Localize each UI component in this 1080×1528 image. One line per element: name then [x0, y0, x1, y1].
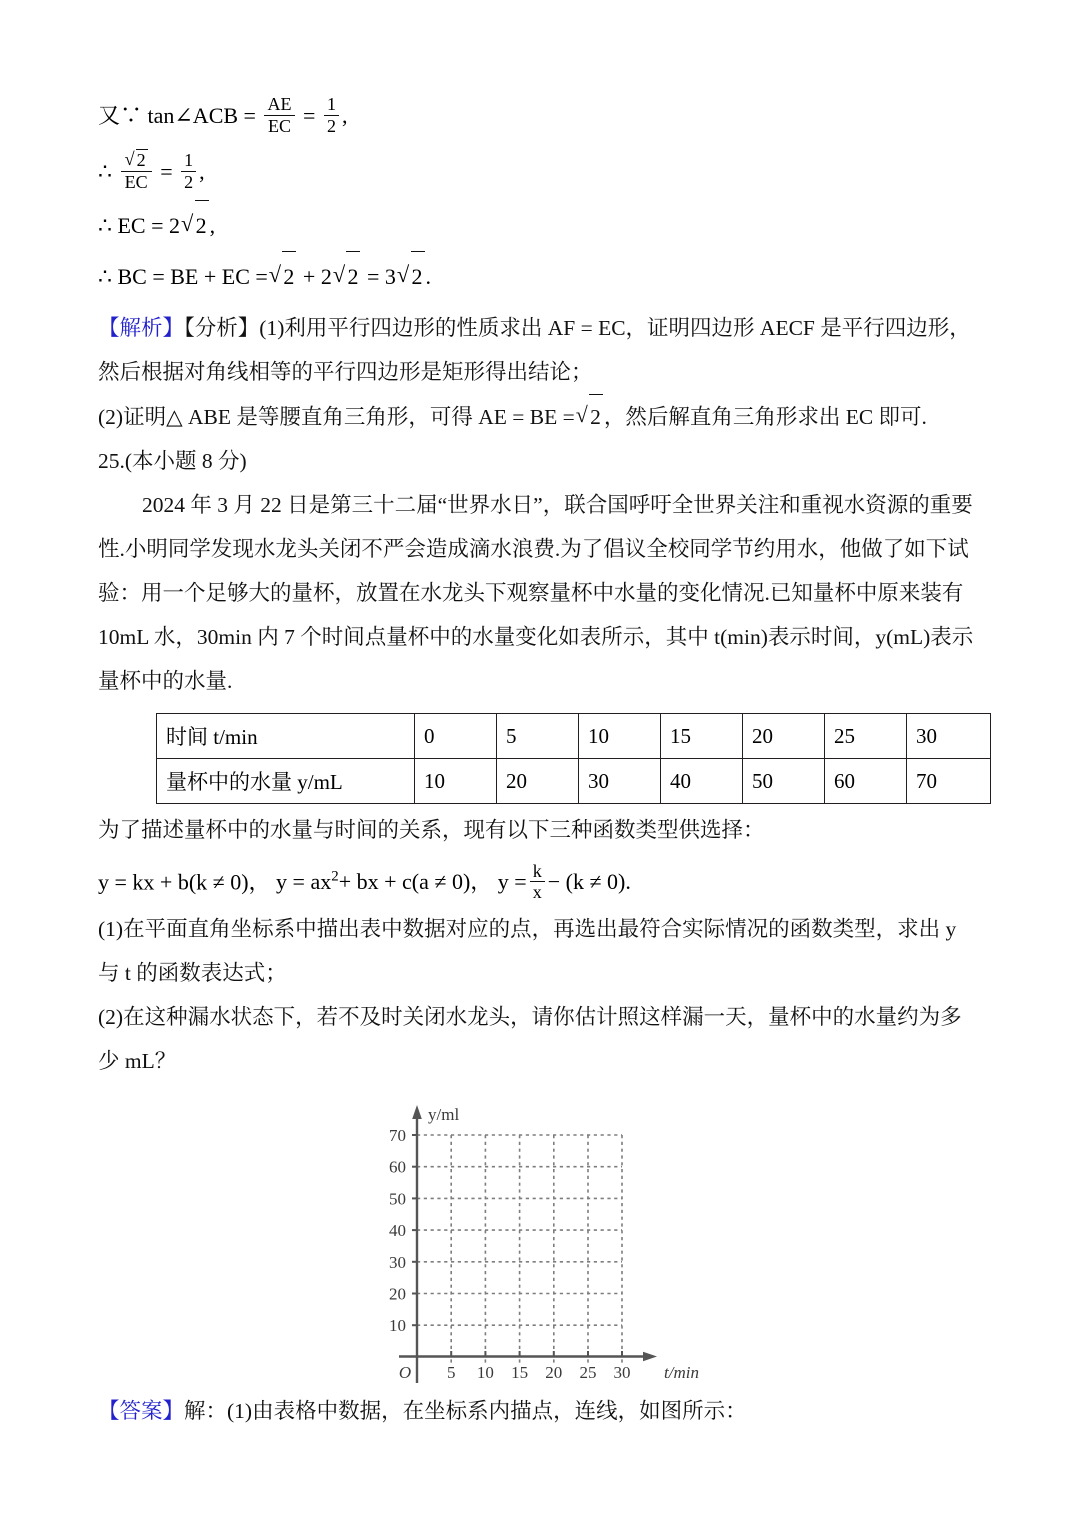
cell-time-5: 25 [825, 714, 907, 759]
y-tick-label-10: 10 [389, 1316, 406, 1336]
cell-water-1: 20 [497, 759, 579, 804]
origin-label: O [398, 1363, 412, 1383]
formula-quadratic: $y = ax^2+$ bx + c(a ≠ 0)， [276, 869, 493, 895]
row-header-time: 时间 t/min [157, 714, 415, 759]
sqrt-icon: √ 2 [576, 394, 603, 439]
sqrt-icon: √ 2 [397, 251, 425, 302]
x-tick-label-20: 20 [545, 1363, 563, 1383]
y-axis-label: y/ml [428, 1105, 460, 1125]
cell-water-5: 60 [825, 759, 907, 804]
fraction-k-over-x [530, 861, 545, 902]
analysis-tag: 【解析】 [98, 316, 185, 340]
question-sub1: (1)在平面直角坐标系中描出表中数据对应的点，再选出最符合实际情况的函数类型，求出 y 与 t 的函数表达式； [98, 917, 957, 986]
fraction-sqrt2-over-ec [121, 149, 152, 191]
therefore-symbol: ∴ [98, 159, 112, 184]
page-content [98, 88, 982, 1433]
sqrt-icon: √ 2 [181, 200, 209, 251]
cell-water-2: 30 [579, 759, 661, 804]
proof-line-1 [98, 88, 982, 144]
x-tick-label-5: 5 [446, 1363, 456, 1383]
x-axis-arrowhead [643, 1352, 657, 1362]
analysis-part1: (1)利用平行四边形的性质求出 AF = EC，证明四边形 AECF 是平行四边形，然后根据对角线相等的平行四边形是矩形得出结论； [98, 316, 971, 384]
cell-time-1: 5 [497, 714, 579, 759]
proof-line-4-end: = 3 [366, 264, 396, 289]
answer-text: 解：(1)由表格中数据，在坐标系内描点，连线，如图所示： [184, 1399, 747, 1424]
proof-line-2 [98, 144, 982, 200]
fraction-numerator: k [532, 860, 542, 881]
proof-line-1-prefix: 又∵ tan∠ACB = [98, 103, 256, 128]
answer-block [98, 1389, 982, 1433]
fraction-denominator: EC [121, 171, 152, 192]
fraction-ae-over-ec [264, 94, 294, 135]
sqrt-icon: √ 2 [125, 149, 148, 170]
line-3-comma: , [209, 213, 216, 238]
formula-linear: y = kx + b(k ≠ 0)， [98, 869, 271, 895]
cell-time-0: 0 [415, 714, 497, 759]
exponent: 2 [331, 869, 339, 885]
after-table-text: 为了描述量杯中的水量与时间的关系，现有以下三种函数类型供选择： [98, 818, 765, 842]
cell-time-6: 30 [907, 714, 991, 759]
x-tick-label-25: 25 [579, 1363, 597, 1383]
y-tick-label-60: 60 [389, 1158, 406, 1178]
equals-sign: = [303, 103, 316, 128]
fraction-one-half [324, 94, 339, 135]
y-axis-arrowhead [412, 1105, 422, 1119]
fraction-numerator: 1 [184, 150, 194, 171]
question-sub2: (2)在这种漏水状态下，若不及时关闭水龙头，请你估计照这样漏一天，量杯中的水量约为多少 mL？ [98, 1005, 962, 1074]
coordinate-grid-figure [0, 1093, 1080, 1393]
sqrt-icon: √ 2 [269, 251, 297, 302]
fraction-numerator: 1 [326, 94, 336, 115]
x-axis-label: t/min [664, 1363, 699, 1383]
analysis-block [98, 306, 982, 394]
x-tick-label-10: 10 [476, 1363, 494, 1383]
water-volume-table [156, 713, 991, 804]
line-4-period: . [425, 264, 432, 289]
question-number: 25.(本小题 8 分) [98, 449, 247, 473]
proof-line-3-text: ∴ EC = 2 [98, 213, 181, 238]
analysis-part2 [98, 394, 982, 439]
x-tick-label-30: 30 [613, 1363, 631, 1383]
coordinate-grid-svg [0, 1093, 1080, 1393]
fraction-numerator: AE [267, 94, 292, 115]
cell-time-2: 10 [579, 714, 661, 759]
cell-water-4: 50 [743, 759, 825, 804]
line-2-comma: , [199, 159, 205, 184]
fraction-denominator: x [530, 881, 545, 902]
cell-time-4: 20 [743, 714, 825, 759]
x-tick-label-15: 15 [511, 1363, 529, 1383]
fraction-denominator: 2 [324, 115, 339, 136]
proof-line-3 [98, 200, 982, 251]
row-header-water: 量杯中的水量 y/mL [157, 759, 415, 804]
fraction-denominator: 2 [181, 171, 196, 192]
sqrt-icon: √ 2 [333, 251, 361, 302]
y-tick-label-70: 70 [389, 1126, 406, 1146]
analysis-part2-pre: (2)证明△ ABE 是等腰直角三角形，可得 AE = BE = [98, 405, 575, 429]
proof-line-4-text: ∴ BC = BE + EC = [98, 264, 268, 289]
answer-tag: 【答案】 [98, 1399, 185, 1424]
fraction-denominator: EC [264, 115, 294, 136]
table-row [157, 714, 991, 759]
vertical-gridlines [451, 1135, 622, 1365]
cell-time-3: 15 [661, 714, 743, 759]
analysis-part2-post: ，然后解直角三角形求出 EC 即可. [603, 405, 927, 429]
formula-inverse: y = $\frac{k}{x}$ − (k ≠ 0). [497, 860, 631, 902]
fraction-one-half [181, 150, 196, 191]
fraction-numerator [121, 149, 152, 170]
analysis-subtag: 【分析】 [184, 316, 260, 340]
y-tick-label-40: 40 [389, 1221, 406, 1241]
x-axis [399, 1352, 657, 1362]
table-row [157, 759, 991, 804]
data-table-wrap [156, 713, 982, 804]
cell-water-0: 10 [415, 759, 497, 804]
y-tick-label-20: 20 [389, 1284, 406, 1304]
y-axis [412, 1105, 422, 1383]
cell-water-3: 40 [661, 759, 743, 804]
question-body: 2024 年 3 月 22 日是第三十二届“世界水日”，联合国呼吁全世界关注和重视水资源的重要性.小明同学发现水龙头关闭不严会造成滴水浪费.为了倡议全校同学节约用水，他做了如下试验：用一个足够大的量杯，放置在水龙头下观察量杯中水量的变化情况.已知量杯中原来装有 10mL 水，30min 内 7 个时间点量杯中的水量变化如表所示，其中 t(min)表示时间，y(mL)表示量杯中的水量. [98, 493, 974, 693]
y-tick-label-50: 50 [389, 1189, 406, 1209]
y-tick-label-30: 30 [389, 1253, 406, 1273]
proof-line-4 [98, 251, 982, 302]
function-types-line [98, 852, 982, 907]
equals-sign: = [160, 159, 173, 184]
line-1-comma: , [341, 103, 348, 128]
proof-line-4-mid: + 2 [302, 264, 332, 289]
cell-water-6: 70 [907, 759, 991, 804]
